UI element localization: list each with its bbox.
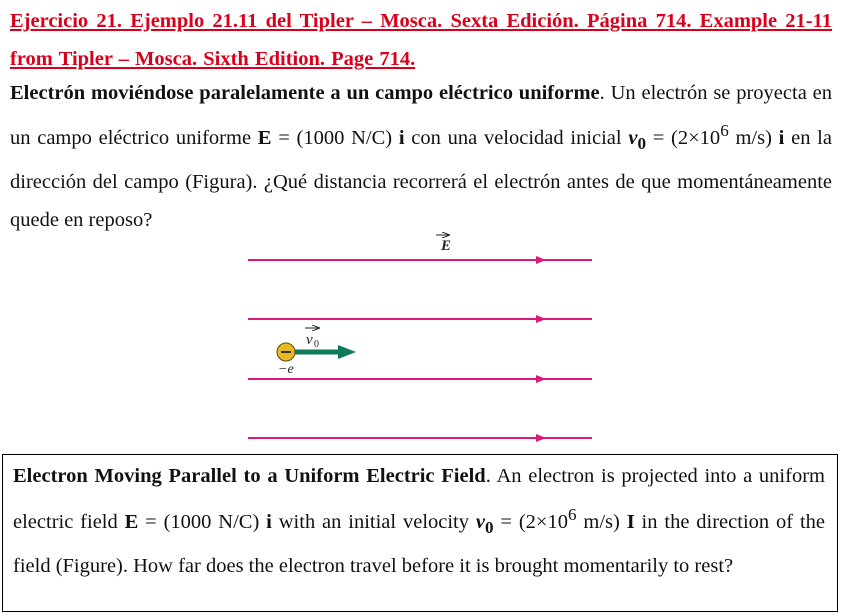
spanish-velocity-subscript: 0 [637, 133, 646, 153]
english-heading: Electron Moving Parallel to a Uniform Electric Field [13, 465, 486, 487]
spanish-problem-statement [10, 74, 832, 239]
english-unit-vector-2: I [626, 510, 635, 533]
english-problem-statement [13, 457, 825, 585]
electric-field-figure [236, 228, 606, 450]
velocity-label-subscript: 0 [314, 339, 319, 350]
field-line-arrow [536, 315, 546, 323]
spanish-unit-vector: i [398, 126, 405, 149]
exercise-title[interactable]: Ejercicio 21. Ejemplo 21.11 del Tipler – Mosca. Sexta Edición. Página 714. Example 21-11 from Tipler – Mosca. Sixth Edition. Page 714. [10, 10, 832, 70]
spanish-text-1: . Un electrón se proyecta en un campo eléctrico uniforme [10, 82, 832, 149]
spanish-velocity-symbol: v [628, 126, 638, 149]
field-line-arrow [536, 375, 546, 383]
spanish-text-3: con una velocidad inicial [404, 126, 629, 149]
spanish-field-symbol: E [257, 126, 272, 149]
english-text-5: m/s) [576, 510, 627, 533]
charge-label: −e [278, 362, 294, 377]
spanish-text-2: = (1000 N/C) [271, 126, 399, 149]
english-text-3: with an initial velocity [271, 510, 476, 533]
english-velocity-subscript: 0 [484, 517, 494, 537]
spanish-text-6: en la dirección del campo (Figura). ¿Qué distancia recorrerá el electrón antes de que momentáneamente quede en reposo? [10, 126, 832, 231]
english-text-1: . An electron is projected into a uniform electric field [13, 465, 825, 533]
english-problem-box [2, 454, 838, 612]
field-label: E [441, 238, 452, 254]
english-text-2: = (1000 N/C) [138, 510, 267, 533]
english-text-4: = (2×10 [493, 510, 568, 533]
spanish-unit-vector-2: i [778, 126, 785, 149]
velocity-label: v [306, 332, 313, 348]
spanish-text-4: = (2×10 [646, 126, 721, 149]
english-field-symbol: E [124, 510, 139, 533]
spanish-heading: Electrón moviéndose paralelamente a un campo eléctrico uniforme [10, 82, 600, 104]
english-unit-vector: i [266, 510, 272, 533]
velocity-arrowhead [338, 345, 356, 359]
spanish-exponent: 6 [720, 121, 729, 140]
field-line-arrow [536, 434, 546, 442]
english-exponent: 6 [567, 504, 577, 524]
english-velocity-symbol: v [475, 510, 485, 533]
spanish-text-5: m/s) [728, 126, 779, 149]
english-text-6: in the direction of the field (Figure). How far does the electron travel before it is brought momentarily to rest? [13, 510, 825, 577]
field-line-arrow [536, 256, 546, 264]
